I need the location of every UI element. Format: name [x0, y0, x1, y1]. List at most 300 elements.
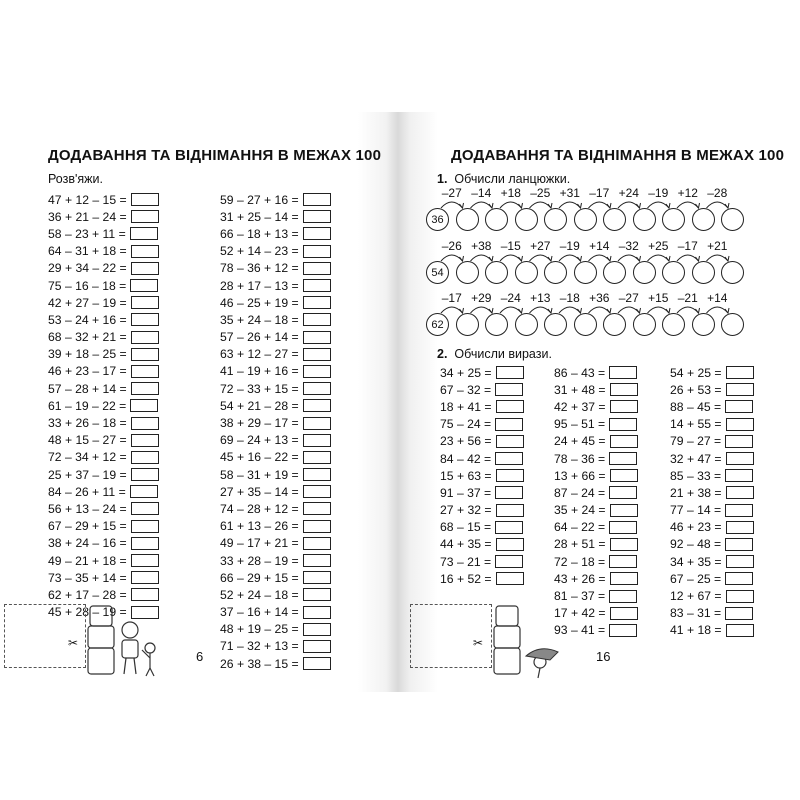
robot-boxes-illustration-right: [490, 604, 570, 682]
answer-box[interactable]: [303, 588, 331, 601]
chain-operation: –27: [618, 291, 639, 305]
chain-operation: –32: [618, 239, 639, 253]
equation-row: [440, 433, 524, 450]
equation-row: [48, 586, 159, 603]
left-page-number: 6: [196, 649, 204, 664]
answer-box[interactable]: [131, 588, 159, 601]
equation-text: 27 + 32 =: [440, 503, 492, 518]
answer-box[interactable]: [609, 555, 637, 568]
equation-row: [220, 380, 331, 397]
chain-answer-circle[interactable]: [603, 313, 626, 336]
answer-box[interactable]: [726, 590, 754, 603]
chain-operation: –19: [559, 239, 580, 253]
equation-row: [48, 346, 159, 363]
answer-box[interactable]: [496, 400, 524, 413]
answer-box[interactable]: [725, 469, 753, 482]
chain-answer-circle[interactable]: [721, 313, 744, 336]
chain-operation: +25: [648, 239, 669, 253]
right-column-3: [670, 364, 754, 639]
right-page-number: 16: [596, 649, 611, 664]
chain-operation: +27: [530, 239, 551, 253]
equation-text: 63 + 12 – 27 =: [220, 347, 299, 362]
equation-row: [220, 518, 331, 535]
left-page-title: ДОДАВАННЯ ТА ВІДНІМАННЯ В МЕЖАХ 100: [48, 147, 382, 164]
equation-text: 72 – 33 + 15 =: [220, 381, 299, 396]
answer-box[interactable]: [131, 245, 159, 258]
answer-box[interactable]: [726, 555, 754, 568]
equation-text: 35 + 24 =: [554, 503, 606, 518]
answer-box[interactable]: [131, 502, 159, 515]
chain-answer-circle[interactable]: [662, 313, 685, 336]
answer-box[interactable]: [495, 452, 523, 465]
answer-box[interactable]: [131, 537, 159, 550]
answer-box[interactable]: [725, 607, 753, 620]
chain-answer-circle[interactable]: [544, 261, 567, 284]
chain-answer-circle[interactable]: [721, 261, 744, 284]
chain-operation: –15: [500, 239, 521, 253]
equation-row: [48, 225, 159, 242]
equation-text: 41 – 19 + 16 =: [220, 364, 299, 379]
answer-box[interactable]: [131, 313, 159, 326]
task1-heading: [437, 172, 570, 186]
equation-text: 93 – 41 =: [554, 623, 606, 638]
equation-text: 48 + 15 – 27 =: [48, 433, 127, 448]
task2-text: Обчисли вирази.: [454, 347, 552, 361]
answer-box[interactable]: [303, 468, 331, 481]
answer-box[interactable]: [303, 606, 331, 619]
equation-row: [554, 519, 638, 536]
equation-row: [440, 416, 524, 433]
chain-answer-circle[interactable]: [515, 313, 538, 336]
equation-text: 48 + 19 – 25 =: [220, 622, 299, 637]
answer-box[interactable]: [131, 365, 159, 378]
equation-row: [440, 381, 524, 398]
equation-row: [440, 467, 524, 484]
chain-answer-circle[interactable]: [485, 313, 508, 336]
task1-number: 1.: [437, 172, 448, 186]
equation-text: 78 – 36 =: [554, 451, 606, 466]
equation-row: [48, 397, 159, 414]
chain-answer-circle[interactable]: [603, 208, 626, 231]
equation-text: 54 + 21 – 28 =: [220, 398, 299, 413]
left-column-2: [220, 191, 331, 672]
equation-text: 34 + 25 =: [440, 365, 492, 380]
equation-row: [220, 243, 331, 260]
answer-box[interactable]: [303, 296, 331, 309]
answer-box[interactable]: [496, 572, 524, 585]
chain-1: [426, 186, 766, 232]
answer-box[interactable]: [131, 554, 159, 567]
equation-text: 57 – 28 + 14 =: [48, 381, 127, 396]
answer-box[interactable]: [303, 399, 331, 412]
chain-answer-circle[interactable]: [721, 208, 744, 231]
equation-row: [220, 191, 331, 208]
right-page-title: ДОДАВАННЯ ТА ВІДНІМАННЯ В МЕЖАХ 100: [451, 147, 785, 164]
answer-box[interactable]: [496, 504, 524, 517]
equation-row: [440, 502, 524, 519]
equation-text: 45 + 28 – 19 =: [48, 605, 127, 620]
equation-text: 73 – 21 =: [440, 554, 492, 569]
equation-row: [670, 553, 754, 570]
scissors-icon: ✂: [68, 636, 79, 650]
equation-text: 58 – 31 + 19 =: [220, 467, 299, 482]
equation-row: [220, 483, 331, 500]
answer-box[interactable]: [725, 400, 753, 413]
equation-row: [220, 225, 331, 242]
answer-box[interactable]: [610, 400, 638, 413]
equation-text: 88 – 45 =: [670, 399, 722, 414]
equation-text: 52 + 14 – 23 =: [220, 244, 299, 259]
chain-operation: +24: [618, 186, 639, 200]
answer-box[interactable]: [131, 331, 159, 344]
equation-text: 13 + 66 =: [554, 468, 606, 483]
chain-operation: +21: [707, 239, 728, 253]
equation-text: 54 + 25 =: [670, 365, 722, 380]
answer-box[interactable]: [303, 451, 331, 464]
answer-box[interactable]: [303, 571, 331, 584]
equation-text: 69 – 24 + 13 =: [220, 433, 299, 448]
chain-start-circle: 62: [426, 313, 449, 336]
equation-text: 33 + 26 – 18 =: [48, 416, 127, 431]
answer-box[interactable]: [303, 623, 331, 636]
answer-box[interactable]: [303, 554, 331, 567]
answer-box[interactable]: [610, 538, 638, 551]
equation-row: [220, 569, 331, 586]
equation-row: [220, 655, 331, 672]
chain-answer-circle[interactable]: [633, 261, 656, 284]
equation-row: [48, 363, 159, 380]
answer-box[interactable]: [130, 399, 158, 412]
equation-text: 75 – 24 =: [440, 417, 492, 432]
answer-box[interactable]: [610, 572, 638, 585]
chain-answer-circle[interactable]: [515, 261, 538, 284]
answer-box[interactable]: [303, 313, 331, 326]
answer-box[interactable]: [726, 418, 754, 431]
equation-row: [48, 449, 159, 466]
equation-text: 45 + 16 – 22 =: [220, 450, 299, 465]
answer-box[interactable]: [131, 434, 159, 447]
answer-box[interactable]: [131, 262, 159, 275]
answer-box[interactable]: [495, 418, 523, 431]
equation-text: 46 + 23 – 17 =: [48, 364, 127, 379]
chain-answer-circle[interactable]: [485, 208, 508, 231]
task2-heading: [437, 347, 552, 361]
equation-text: 12 + 67 =: [670, 589, 722, 604]
equation-text: 33 + 28 – 19 =: [220, 553, 299, 568]
answer-box[interactable]: [496, 538, 524, 551]
equation-row: [670, 622, 754, 639]
chain-start-circle: 36: [426, 208, 449, 231]
equation-text: 18 + 41 =: [440, 399, 492, 414]
equation-text: 42 + 37 =: [554, 399, 606, 414]
equation-row: [554, 433, 638, 450]
equation-row: [554, 467, 638, 484]
answer-box[interactable]: [303, 417, 331, 430]
answer-box[interactable]: [609, 624, 637, 637]
answer-box[interactable]: [131, 451, 159, 464]
chain-operation: +13: [530, 291, 551, 305]
equation-row: [554, 381, 638, 398]
answer-box[interactable]: [725, 572, 753, 585]
answer-box[interactable]: [303, 245, 331, 258]
equation-text: 41 + 18 =: [670, 623, 722, 638]
answer-box[interactable]: [726, 624, 754, 637]
chain-operation: –21: [677, 291, 698, 305]
equation-row: [48, 243, 159, 260]
equation-row: [670, 398, 754, 415]
answer-box[interactable]: [303, 279, 331, 292]
equation-text: 73 – 35 + 14 =: [48, 570, 127, 585]
equation-row: [220, 638, 331, 655]
equation-text: 56 + 13 – 24 =: [48, 501, 127, 516]
equation-row: [220, 500, 331, 517]
equation-row: [48, 191, 159, 208]
equation-row: [48, 569, 159, 586]
equation-row: [220, 449, 331, 466]
equation-row: [48, 380, 159, 397]
equation-row: [48, 535, 159, 552]
answer-box[interactable]: [130, 485, 158, 498]
chain-answer-circle[interactable]: [662, 208, 685, 231]
equation-text: 92 – 48 =: [670, 537, 722, 552]
equation-row: [670, 416, 754, 433]
answer-box[interactable]: [726, 452, 754, 465]
equation-text: 29 + 34 – 22 =: [48, 261, 127, 276]
answer-box[interactable]: [303, 657, 331, 670]
equation-text: 84 – 26 + 11 =: [48, 484, 126, 499]
equation-text: 75 – 16 – 18 =: [48, 278, 127, 293]
equation-row: [554, 398, 638, 415]
answer-box[interactable]: [610, 607, 638, 620]
answer-box[interactable]: [496, 366, 524, 379]
equation-row: [554, 536, 638, 553]
scissors-icon: ✂: [473, 636, 484, 650]
equation-row: [220, 329, 331, 346]
answer-box[interactable]: [303, 502, 331, 515]
answer-box[interactable]: [726, 383, 754, 396]
equation-text: 72 – 18 =: [554, 554, 606, 569]
equation-text: 84 – 42 =: [440, 451, 492, 466]
equation-row: [670, 467, 754, 484]
equation-text: 78 – 36 + 12 =: [220, 261, 299, 276]
answer-box[interactable]: [725, 504, 753, 517]
answer-box[interactable]: [131, 193, 159, 206]
chain-operation: –26: [441, 239, 462, 253]
equation-text: 31 + 25 – 14 =: [220, 209, 299, 224]
answer-box[interactable]: [131, 210, 159, 223]
equation-row: [554, 416, 638, 433]
chain-answer-circle[interactable]: [633, 313, 656, 336]
answer-box[interactable]: [130, 279, 158, 292]
chain-operation: –17: [677, 239, 698, 253]
answer-box[interactable]: [131, 417, 159, 430]
equation-text: 42 + 27 – 19 =: [48, 295, 127, 310]
equation-row: [440, 484, 524, 501]
answer-box[interactable]: [303, 434, 331, 447]
equation-text: 37 – 16 + 14 =: [220, 605, 299, 620]
equation-text: 72 – 34 + 12 =: [48, 450, 127, 465]
answer-box[interactable]: [609, 418, 637, 431]
equation-text: 28 + 51 =: [554, 537, 606, 552]
chain-answer-circle[interactable]: [574, 261, 597, 284]
equation-row: [220, 311, 331, 328]
equation-text: 46 + 23 =: [670, 520, 722, 535]
answer-box[interactable]: [496, 469, 524, 482]
answer-box[interactable]: [131, 348, 159, 361]
equation-text: 71 – 32 + 13 =: [220, 639, 299, 654]
answer-box[interactable]: [495, 486, 523, 499]
equation-row: [220, 535, 331, 552]
answer-box[interactable]: [303, 227, 331, 240]
answer-box[interactable]: [609, 590, 637, 603]
equation-text: 91 – 37 =: [440, 485, 492, 500]
equation-text: 23 + 56 =: [440, 434, 492, 449]
equation-text: 59 – 27 + 16 =: [220, 192, 299, 207]
equation-text: 67 – 32 =: [440, 382, 492, 397]
equation-row: [48, 483, 159, 500]
chain-operation: +15: [648, 291, 669, 305]
equation-row: [220, 586, 331, 603]
chain-operation: –24: [500, 291, 521, 305]
equation-row: [440, 519, 524, 536]
answer-box[interactable]: [610, 504, 638, 517]
answer-box[interactable]: [610, 435, 638, 448]
equation-row: [220, 414, 331, 431]
answer-box[interactable]: [495, 555, 523, 568]
equation-row: [220, 621, 331, 638]
chain-answer-circle[interactable]: [515, 208, 538, 231]
answer-box[interactable]: [303, 262, 331, 275]
equation-row: [670, 484, 754, 501]
chain-answer-circle[interactable]: [544, 313, 567, 336]
answer-box[interactable]: [303, 331, 331, 344]
chain-answer-circle[interactable]: [485, 261, 508, 284]
answer-box[interactable]: [610, 469, 638, 482]
chain-answer-circle[interactable]: [574, 208, 597, 231]
answer-box[interactable]: [303, 193, 331, 206]
answer-box[interactable]: [725, 435, 753, 448]
equation-text: 21 + 38 =: [670, 485, 722, 500]
equation-text: 28 + 17 – 13 =: [220, 278, 299, 293]
answer-box[interactable]: [726, 486, 754, 499]
chain-answer-circle[interactable]: [574, 313, 597, 336]
chain-operation: +12: [677, 186, 698, 200]
equation-text: 47 + 12 – 15 =: [48, 192, 127, 207]
equation-row: [48, 414, 159, 431]
equation-text: 57 – 26 + 14 =: [220, 330, 299, 345]
equation-row: [220, 294, 331, 311]
answer-box[interactable]: [131, 571, 159, 584]
answer-box[interactable]: [131, 520, 159, 533]
equation-row: [440, 364, 524, 381]
answer-box[interactable]: [303, 520, 331, 533]
equation-row: [48, 552, 159, 569]
answer-box[interactable]: [725, 538, 753, 551]
equation-row: [48, 294, 159, 311]
equation-row: [220, 346, 331, 363]
equation-row: [220, 363, 331, 380]
answer-box[interactable]: [303, 485, 331, 498]
answer-box[interactable]: [726, 366, 754, 379]
chain-operation: +18: [500, 186, 521, 200]
chain-operation: –14: [471, 186, 492, 200]
answer-box[interactable]: [130, 227, 158, 240]
equation-row: [670, 450, 754, 467]
equation-row: [220, 466, 331, 483]
answer-box[interactable]: [496, 435, 524, 448]
right-column-2: [554, 364, 638, 639]
chain-answer-circle[interactable]: [692, 208, 715, 231]
equation-text: 85 – 33 =: [670, 468, 722, 483]
answer-box[interactable]: [495, 383, 523, 396]
equation-row: [440, 536, 524, 553]
equation-text: 16 + 52 =: [440, 571, 492, 586]
answer-box[interactable]: [495, 521, 523, 534]
chain-answer-circle[interactable]: [692, 313, 715, 336]
equation-row: [440, 553, 524, 570]
answer-box[interactable]: [303, 210, 331, 223]
chain-answer-circle[interactable]: [662, 261, 685, 284]
chain-operation: +36: [589, 291, 610, 305]
equation-row: [554, 553, 638, 570]
answer-box[interactable]: [610, 383, 638, 396]
chain-answer-circle[interactable]: [633, 208, 656, 231]
answer-box[interactable]: [609, 452, 637, 465]
answer-box[interactable]: [303, 348, 331, 361]
answer-box[interactable]: [609, 366, 637, 379]
equation-text: 32 + 47 =: [670, 451, 722, 466]
answer-box[interactable]: [609, 521, 637, 534]
equation-text: 26 + 38 – 15 =: [220, 656, 299, 671]
equation-text: 64 – 22 =: [554, 520, 606, 535]
robot-boxes-illustration-left: [84, 604, 164, 682]
answer-box[interactable]: [303, 640, 331, 653]
chain-answer-circle[interactable]: [456, 313, 479, 336]
chain-answer-circle[interactable]: [456, 208, 479, 231]
chain-answer-circle[interactable]: [544, 208, 567, 231]
answer-box[interactable]: [131, 382, 159, 395]
chain-answer-circle[interactable]: [603, 261, 626, 284]
answer-box[interactable]: [131, 296, 159, 309]
task2-number: 2.: [437, 347, 448, 361]
answer-box[interactable]: [303, 382, 331, 395]
equation-row: [554, 484, 638, 501]
equation-text: 74 – 28 + 12 =: [220, 501, 299, 516]
equation-text: 24 + 45 =: [554, 434, 606, 449]
equation-text: 31 + 48 =: [554, 382, 606, 397]
equation-row: [670, 364, 754, 381]
equation-row: [440, 570, 524, 587]
chain-operation: –27: [441, 186, 462, 200]
chain-answer-circle[interactable]: [456, 261, 479, 284]
equation-text: 15 + 63 =: [440, 468, 492, 483]
equation-row: [220, 552, 331, 569]
equation-text: 77 – 14 =: [670, 503, 722, 518]
equation-text: 44 + 35 =: [440, 537, 492, 552]
equation-row: [670, 519, 754, 536]
equation-text: 62 + 17 – 28 =: [48, 587, 127, 602]
answer-box[interactable]: [131, 468, 159, 481]
chain-answer-circle[interactable]: [692, 261, 715, 284]
answer-box[interactable]: [609, 486, 637, 499]
answer-box[interactable]: [726, 521, 754, 534]
equation-row: [48, 311, 159, 328]
answer-box[interactable]: [303, 365, 331, 378]
answer-box[interactable]: [303, 537, 331, 550]
equation-text: 53 – 24 + 16 =: [48, 312, 127, 327]
equation-text: 27 + 35 – 14 =: [220, 484, 299, 499]
equation-row: [48, 277, 159, 294]
